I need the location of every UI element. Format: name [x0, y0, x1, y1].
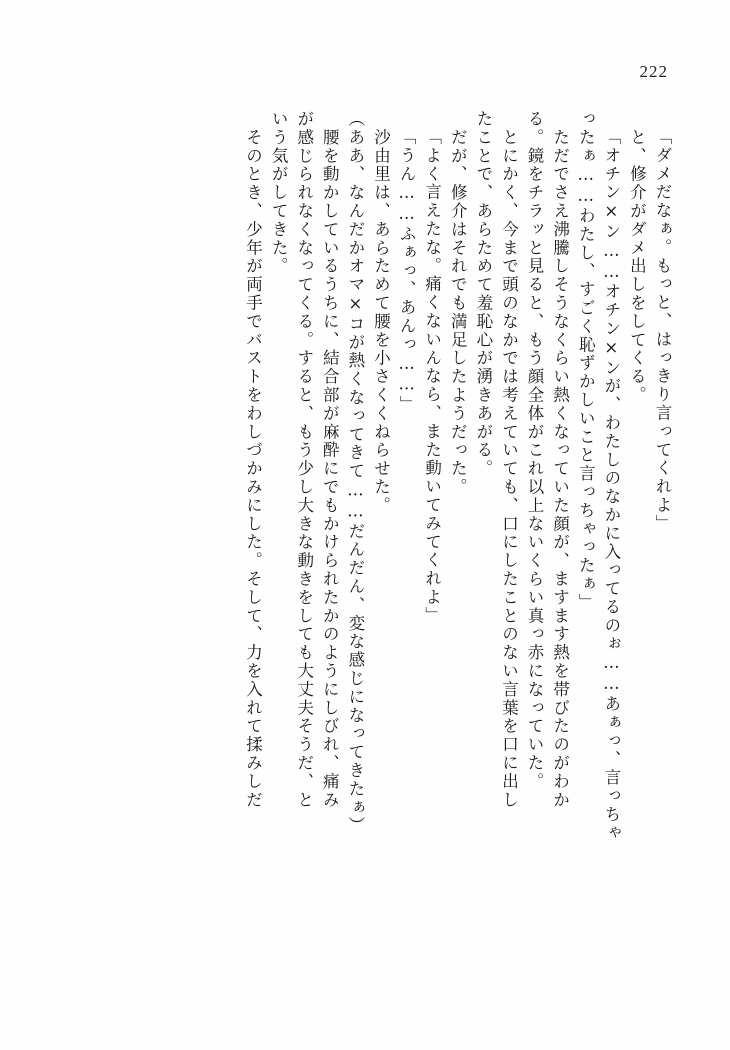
text-line: そのとき、少年が両手でバストをわしづかみにした。そして、力を入れて揉みしだ — [243, 110, 263, 810]
text-line: と、修介がダメ出しをしてくる。 — [627, 110, 647, 405]
text-line: だが、修介はそれでも満足したようだった。 — [448, 110, 468, 497]
text-line: 「オチン×ン……オチン×ンが、わたしのなかに入ってるのぉ……あぁっ、言っちゃ — [601, 128, 621, 843]
text-line: いう気がしてきた。 — [269, 110, 289, 276]
text-line: 腰を動かしているうちに、結合部が麻酔にでもかけられたかのようにしびれ、痛み — [320, 110, 340, 810]
text-line: 「よく言えたな。痛くないんなら、また動いてみてくれよ」 — [422, 128, 442, 625]
body-text-block — [62, 110, 670, 995]
text-line: 「うん……ふぁっ、あんっ……」 — [397, 128, 417, 414]
text-line: たことで、あらためて羞恥心が湧きあがる。 — [473, 110, 493, 478]
text-line: が感じられなくなってくる。すると、もう少し大きな動きをしても大丈夫そうだ、と — [294, 110, 314, 810]
text-line: ただでさえ沸騰しそうなくらい熱くなっていた顔が、ますます熱を帯びたのがわか — [550, 110, 570, 810]
page-number: 222 — [639, 62, 668, 81]
text-line: （ああ、なんだかオマ×コが熱くなってきて……だんだん、変な感じになってきたぁ） — [345, 110, 365, 836]
text-line: 「ダメだなぁ。もっと、はっきり言ってくれよ」 — [653, 128, 672, 533]
text-line: る。鏡をチラッと見ると、もう顔全体がこれ以上ないくらい真っ赤になっていた。 — [525, 110, 545, 791]
text-line: とにかく、今まで頭のなかでは考えていても、口にしたことのない言葉を口に出し — [499, 110, 519, 810]
text-line: 沙由里は、あらためて腰を小さくくねらせた。 — [371, 110, 391, 515]
text-line: ったぁ……わたし、すごく恥ずかしいこと言っちゃったぁ」 — [576, 110, 596, 612]
